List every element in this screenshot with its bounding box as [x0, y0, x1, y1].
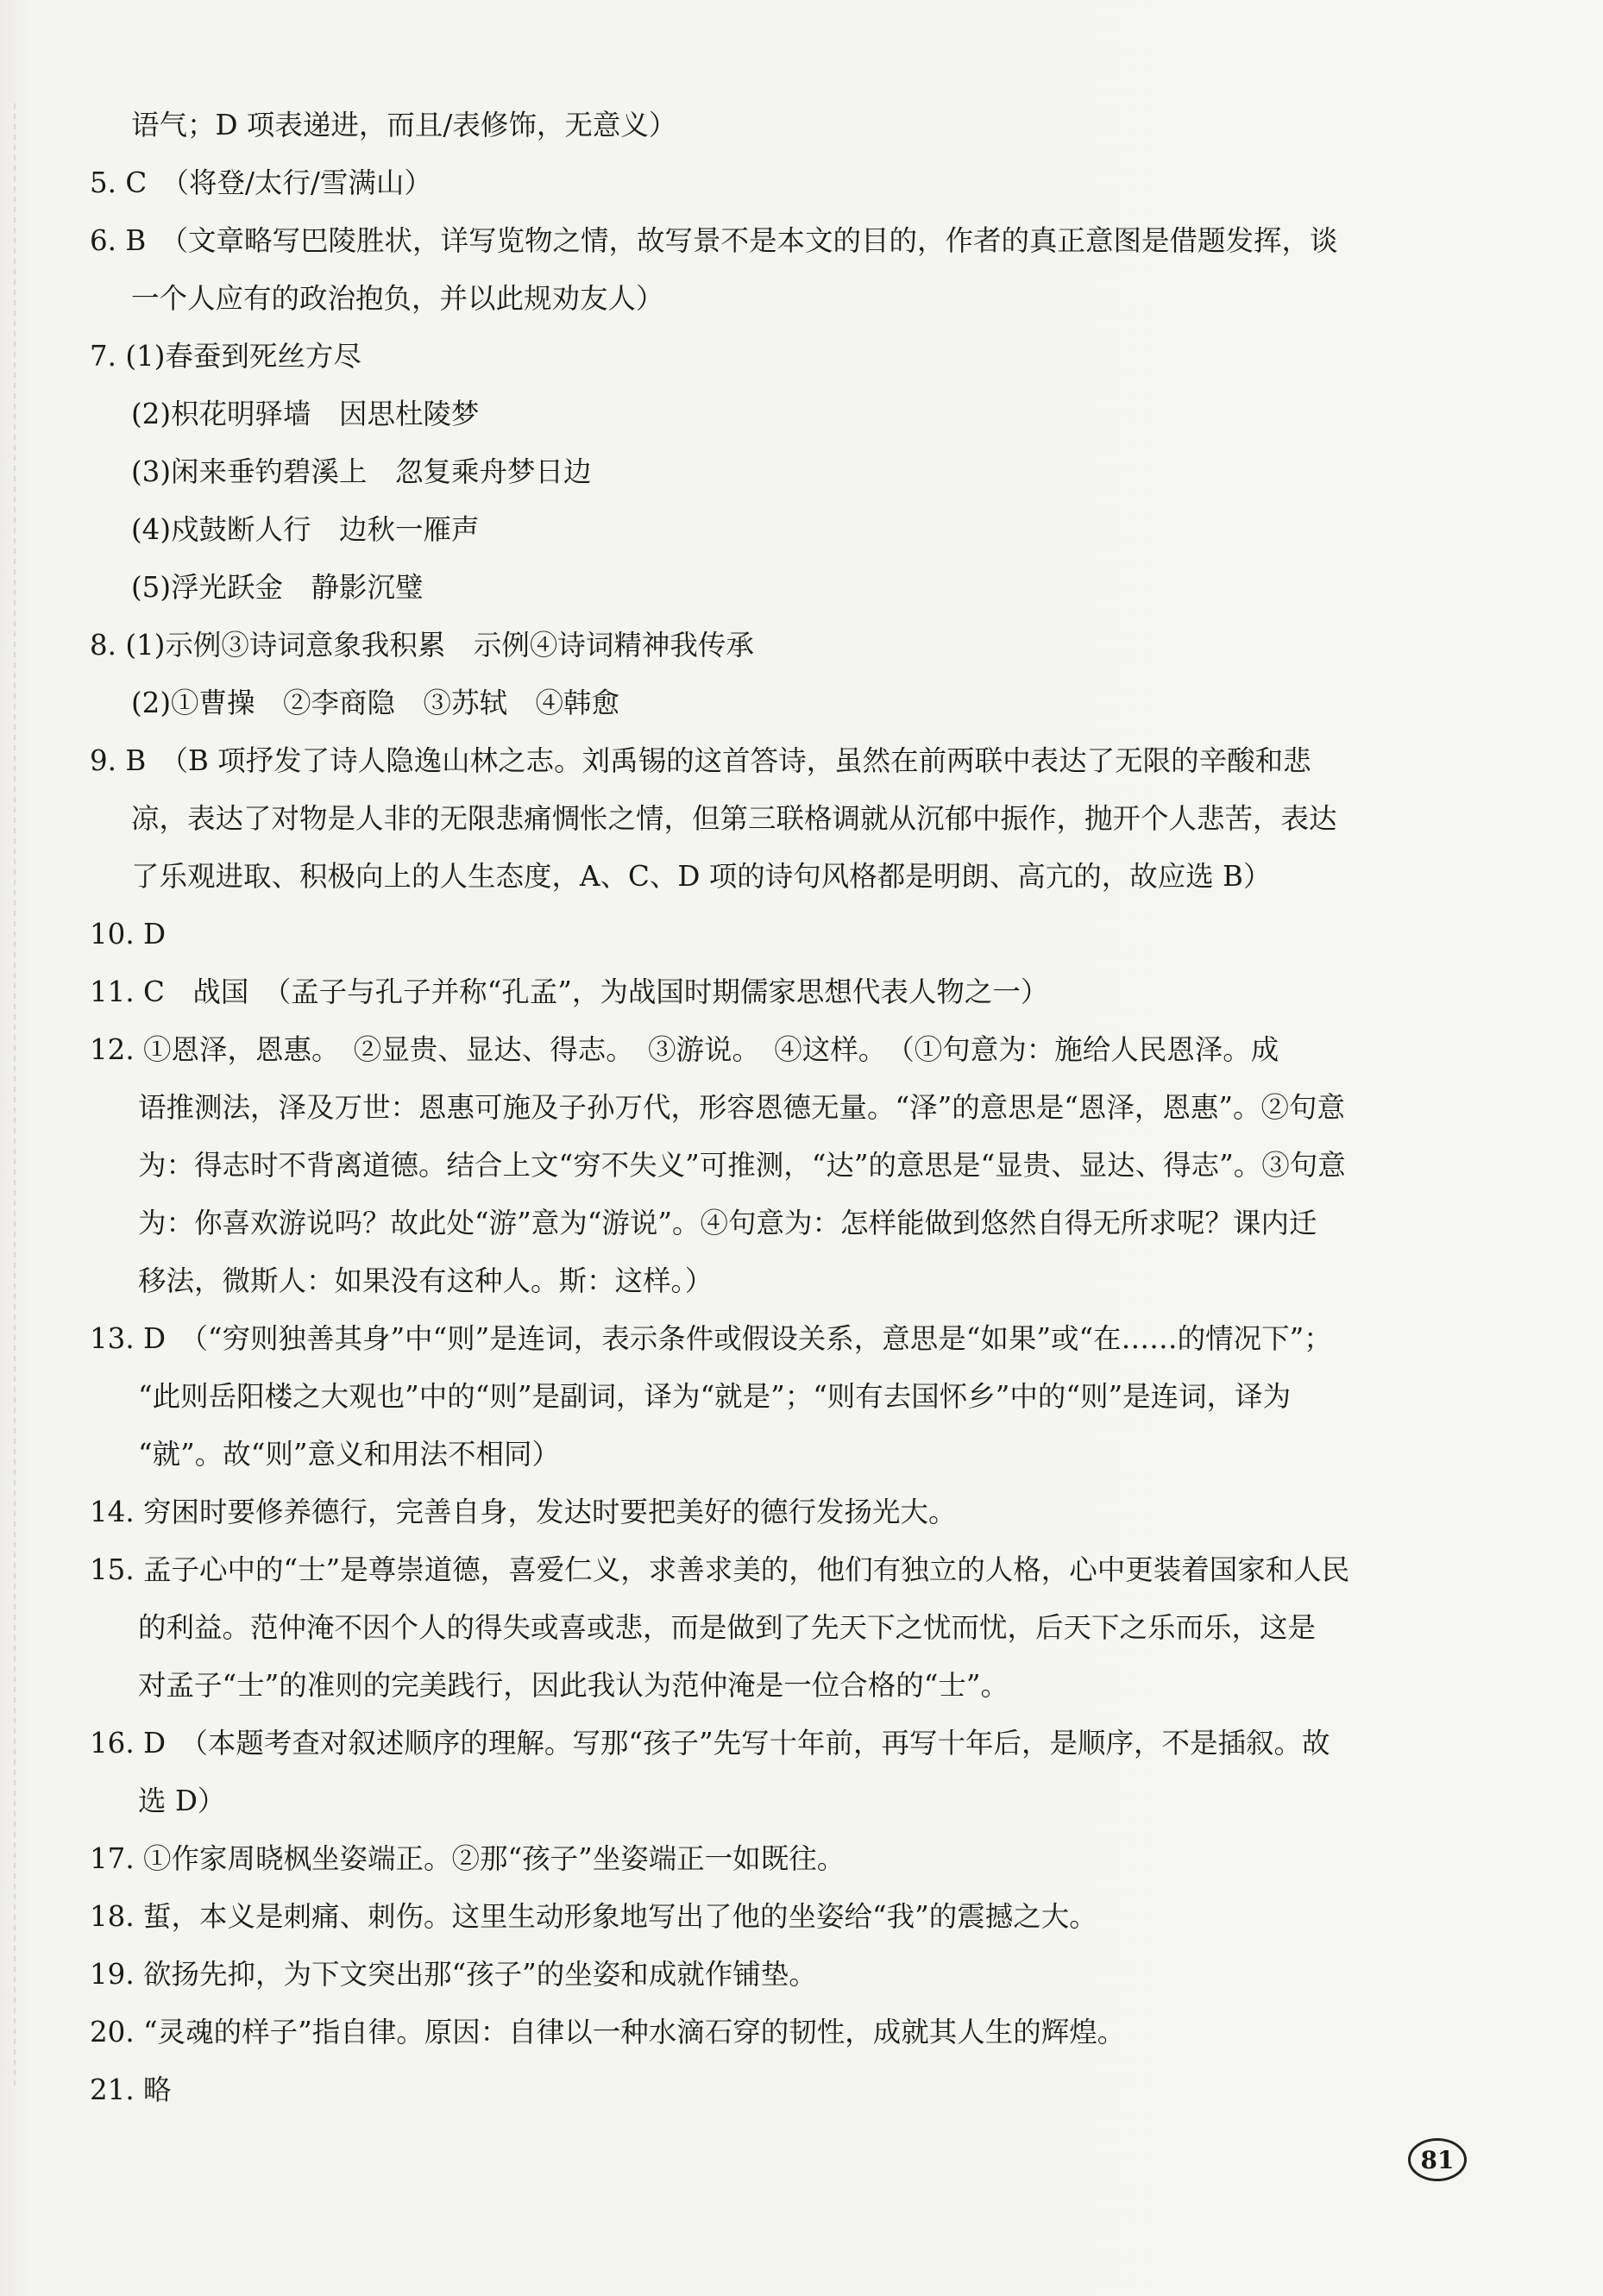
answer-item-21: 21. 略 [90, 2073, 172, 2106]
answer-item-10: 10. D [90, 918, 167, 950]
page-number: 81 [1408, 2138, 1467, 2181]
answer-item-20: 20. “灵魂的样子”指自律。原因：自律以一种水滴石穿的韧性，成就其人生的辉煌。 [90, 2016, 1126, 2048]
answer-item-9: 9. B （B 项抒发了诗人隐逸山林之志。刘禹锡的这首答诗，虽然在前两联中表达了无限的辛酸和悲 [90, 744, 1311, 777]
text-line: 语推测法，泽及万世：恩惠可施及子孙万代，形容恩德无量。“泽”的意思是“恩泽，恩惠”。②句意 [138, 1091, 1345, 1124]
answer-subitem: (3)闲来垂钓碧溪上 忽复乘舟梦日边 [131, 455, 592, 488]
answer-item-5: 5. C （将登/太行/雪满山） [90, 166, 432, 199]
text-line: “就”。故“则”意义和用法不相同） [138, 1438, 560, 1471]
answer-subitem: (5)浮光跃金 静影沉璧 [131, 571, 424, 604]
text-line: 凉，表达了对物是人非的无限悲痛惆怅之情，但第三联格调就从沉郁中振作，抛开个人悲苦，表达 [131, 802, 1337, 835]
answer-item-12: 12. ①恩泽，恩惠。 ②显贵、显达、得志。 ③游说。 ④这样。 （①句意为：施给人民恩泽。成 [90, 1033, 1279, 1066]
answer-item-8: 8. (1)示例③诗词意象我积累 示例④诗词精神我传承 [90, 629, 754, 662]
answer-item-7: 7. (1)春蚕到死丝方尽 [90, 340, 361, 373]
text-line: “此则岳阳楼之大观也”中的“则”是副词，译为“就是”；“则有去国怀乡”中的“则”是连词，译为 [138, 1380, 1292, 1413]
text-line: 为：你喜欢游说吗？故此处“游”意为“游说”。④句意为：怎样能做到悠然自得无所求呢？课内迁 [138, 1207, 1317, 1239]
answer-item-13: 13. D （“穷则独善其身”中“则”是连词，表示条件或假设关系，意思是“如果”或“在……的情况下”； [90, 1322, 1332, 1355]
binding-margin-line [14, 104, 16, 2087]
answer-subitem: (2)枳花明驿墙 因思杜陵梦 [131, 398, 480, 430]
answer-item-19: 19. 欲扬先抑，为下文突出那“孩子”的坐姿和成就作铺垫。 [90, 1958, 817, 1991]
text-line: 移法，微斯人：如果没有这种人。斯：这样。） [138, 1264, 713, 1297]
text-line: 一个人应有的政治抱负，并以此规劝友人） [131, 282, 664, 315]
answer-subitem: (4)戍鼓断人行 边秋一雁声 [131, 513, 480, 546]
answer-item-18: 18. 蜇，本义是刺痛、刺伤。这里生动形象地写出了他的坐姿给“我”的震撼之大。 [90, 1900, 1097, 1933]
text-line: 选 D） [138, 1785, 226, 1817]
text-line: 语气；D 项表递进，而且/表修饰，无意义） [131, 109, 677, 141]
answer-item-16: 16. D （本题考查对叙述顺序的理解。写那“孩子”先写十年前，再写十年后，是顺序，不是插叙。故 [90, 1727, 1330, 1760]
answer-item-17: 17. ①作家周晓枫坐姿端正。②那“孩子”坐姿端正一如既往。 [90, 1842, 846, 1875]
answer-item-6: 6. B （文章略写巴陵胜状，详写览物之情，故写景不是本文的目的，作者的真正意图是借题发挥，谈 [90, 224, 1338, 257]
text-line: 了乐观进取、积极向上的人生态度，A、C、D 项的诗句风格都是明朗、高亢的，故应选 B） [131, 860, 1272, 893]
text-line: 为：得志时不背离道德。结合上文“穷不失义”可推测，“达”的意思是“显贵、显达、得志”。③句意 [138, 1149, 1346, 1182]
text-line: 对孟子“士”的准则的完美践行，因此我认为范仲淹是一位合格的“士”。 [138, 1669, 1009, 1702]
answer-item-11: 11. C 战国 （孟子与孔子并称“孔孟”，为战国时期儒家思想代表人物之一） [90, 975, 1049, 1008]
text-line: 的利益。范仲淹不因个人的得失或喜或悲，而是做到了先天下之忧而忧，后天下之乐而乐，这是 [138, 1611, 1317, 1644]
answer-item-14: 14. 穷困时要修养德行，完善自身，发达时要把美好的德行发扬光大。 [90, 1496, 957, 1528]
answer-item-15: 15. 孟子心中的“士”是尊崇道德，喜爱仁义，求善求美的，他们有独立的人格，心中更装着国家和人民 [90, 1553, 1350, 1586]
answer-subitem: (2)①曹操 ②李商隐 ③苏轼 ④韩愈 [131, 687, 620, 719]
